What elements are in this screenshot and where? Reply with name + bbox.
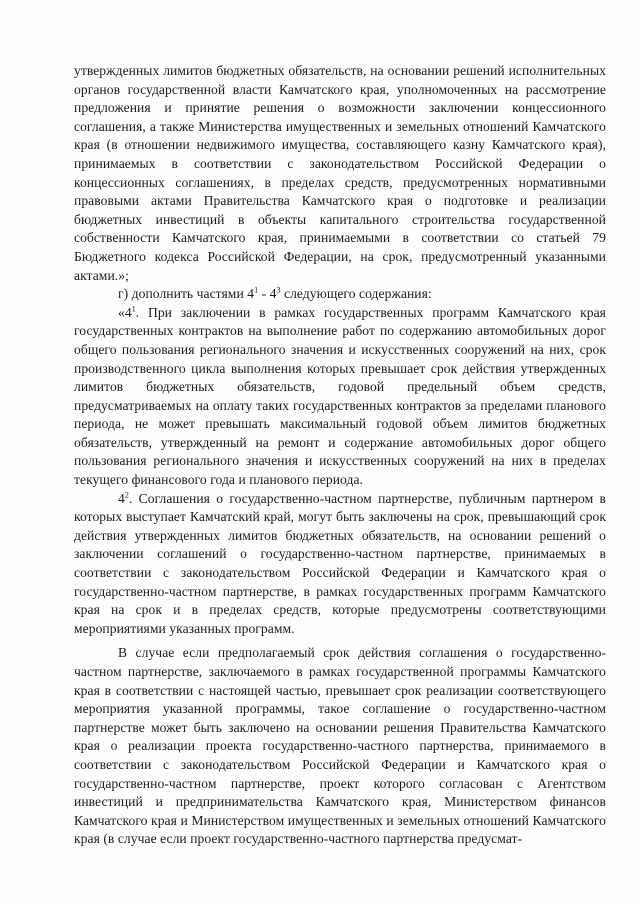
paragraph-3 — [74, 304, 606, 490]
document-body — [74, 62, 606, 849]
paragraph-4-text-b: . Соглашения о государственно-частном партнерстве, публичным партнером в которых выступает Камчатский край, могут быть заключены на срок, превышающий срок действия утвержденных лимитов бюджетных обязательств, на основании решений о заключении соглашений о государственно-частном партнерстве, принимаемых в соответствии с законодательством Российской Федерации и Камчатского края о государственно-частном партнерстве, в рамках государственных программ Камчатского края на срок и в пределах средств, которые предусмотрены соответствующими мероприятиями указанных программ. — [74, 490, 606, 636]
superscript: 1 — [131, 304, 136, 314]
paragraph-4-text-a: 4 — [118, 490, 125, 506]
scan-speck: · — [34, 28, 37, 36]
paragraph-3-text-a: «4 — [118, 304, 132, 320]
superscript: 1 — [254, 285, 259, 295]
paragraph-3-text-b: . При заключении в рамках государственных программ Камчатского края государственных контрактов на выполнение работ по содержанию автомобильных дорог общего пользования регионального значения и искусственных сооружений на них, срок производственного цикла выполнения которых превышает срок действия утвержденных лимитов бюджетных обязательств, годовой предельный объем средств, предусматриваемых на оплату таких государственных контрактов за пределами планового периода, не может превышать максимальный годовой объем лимитов бюджетных обязательств, утвержденный на ремонт и содержание автомобильных дорог общего пользования регионального значения и искусственных сооружений на них в пределах текущего финансового года и планового периода. — [74, 304, 606, 488]
paragraph-4 — [74, 490, 606, 639]
paragraph-2-text-b: - 4 — [258, 286, 277, 302]
scan-speck: · — [88, 886, 91, 894]
paragraph-1: утвержденных лимитов бюджетных обязательств, на основании решений исполнительных органов государственной власти Камчатского края, уполномоченных на рассмотрение предложения и принятие решения о возможности заключении концессионного соглашения, а также Министерства имущественных и земельных отношений Камчатского края (в отношении недвижимого имущества, составляющего казну Камчатского края), принимаемых в соответствии с законодательством Российской Федерации о концессионных соглашениях, в пределах средств, предусмотренных нормативными правовыми актами Правительства Камчатского края о подготовке и реализации бюджетных инвестиций в объекты капитального строительства государственной собственности Камчатского края, принимаемыми в соответствии со статьей 79 Бюджетного кодекса Российской Федерации, на срок, предусмотренный указанными актами.»; — [74, 63, 606, 283]
paragraph-2 — [74, 285, 606, 304]
superscript: 2 — [124, 490, 129, 500]
superscript: 3 — [276, 285, 281, 295]
paragraph-2-text-a: г) дополнить частями 4 — [118, 286, 255, 302]
paragraph-2-text-c: следующего содержания: — [280, 286, 432, 302]
paragraph-5: В случае если предполагаемый срок действия соглашения о государственно-частном партнерстве, заключаемого в рамках государственной программы Камчатского края в соответствии с настоящей частью, превышает срок реализации соответствующего мероприятия указанной программы, такое соглашение о государственно-частном партнерстве может быть заключено на основании решения Правительства Камчатского края о реализации проекта государственно-частного партнерства, принимаемого в соответствии с законодательством Российской Федерации и Камчатского края о государственно-частном партнерстве, проект которого согласован с Агентством инвестиций и предпринимательства Камчатского края, Министерством финансов Камчатского края и Министерством имущественных и земельных отношений Камчатского края (в случае если проект государственно-частного партнерства предусмат- — [74, 645, 606, 847]
